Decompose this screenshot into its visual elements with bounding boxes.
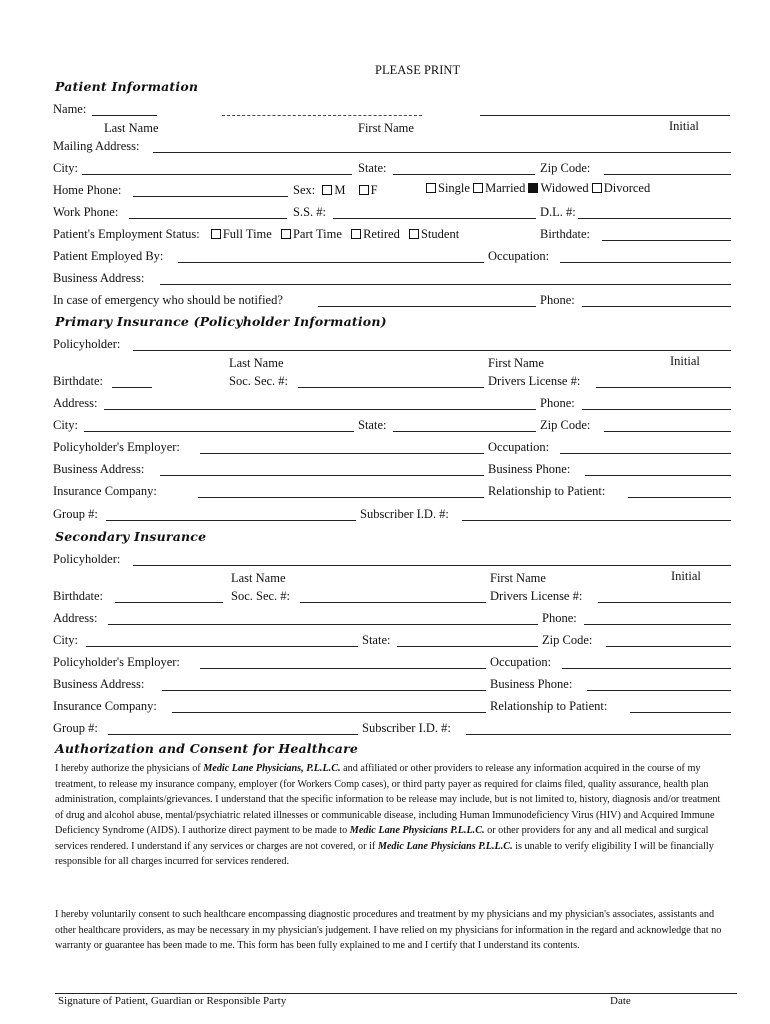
primary-relationship-label: Relationship to Patient: <box>488 484 606 498</box>
primary-business-phone-label: Business Phone: <box>488 462 571 476</box>
secondary-group-field[interactable] <box>108 734 358 735</box>
primary-address-label: Address: <box>53 396 98 410</box>
emergency-label: In case of emergency who should be notified? <box>53 293 283 307</box>
primary-phone-label: Phone: <box>540 396 575 410</box>
primary-state-field[interactable] <box>393 431 536 432</box>
student-checkbox[interactable] <box>409 229 419 239</box>
ss-field[interactable] <box>333 218 536 219</box>
secondary-zip-label: Zip Code: <box>542 633 593 647</box>
primary-business-address-label: Business Address: <box>53 462 145 476</box>
primary-initial-caption: Initial <box>670 354 700 368</box>
student-label: Student <box>420 227 460 241</box>
mailing-address-field[interactable] <box>153 152 731 153</box>
secondary-group-label: Group #: <box>53 721 98 735</box>
business-address-field[interactable] <box>160 284 731 285</box>
section-patient-information: Patient Information <box>55 79 199 94</box>
practice-name: Medic Lane Physicians, P.L.L.C. <box>203 763 341 774</box>
section-authorization: Authorization and Consent for Healthcare <box>55 741 359 756</box>
business-address-label: Business Address: <box>53 271 145 285</box>
retired-label: Retired <box>363 227 400 241</box>
full-time-checkbox[interactable] <box>211 229 221 239</box>
marital-status-group <box>426 181 650 196</box>
secondary-soc-sec-label: Soc. Sec. #: <box>231 589 291 603</box>
authorization-text-3: or other providers for any and all medical and surgical services rendered. I understand if any services or charges are not covered, or if <box>55 825 709 852</box>
secondary-address-label: Address: <box>53 611 98 625</box>
secondary-relationship-label: Relationship to Patient: <box>490 699 608 713</box>
secondary-business-phone-field[interactable] <box>587 690 731 691</box>
retired-checkbox[interactable] <box>351 229 361 239</box>
birthdate-label: Birthdate: <box>540 227 590 241</box>
primary-business-address-field[interactable] <box>160 475 484 476</box>
occupation-field[interactable] <box>560 262 731 263</box>
emergency-phone-field[interactable] <box>582 306 731 307</box>
state-field[interactable] <box>393 174 535 175</box>
city-label: City: <box>53 161 79 175</box>
primary-business-phone-field[interactable] <box>585 475 731 476</box>
secondary-subscriber-field[interactable] <box>466 734 731 735</box>
part-time-checkbox[interactable] <box>281 229 291 239</box>
signature-caption: Signature of Patient, Guardian or Responsible Party <box>58 995 287 1007</box>
primary-group-label: Group #: <box>53 507 98 521</box>
occupation-label: Occupation: <box>488 249 550 263</box>
secondary-employer-label: Policyholder's Employer: <box>53 655 180 669</box>
secondary-insurance-company-field[interactable] <box>172 712 486 713</box>
home-phone-field[interactable] <box>133 196 288 197</box>
first-name-caption: First Name <box>358 121 414 135</box>
male-checkbox[interactable] <box>322 185 332 195</box>
zip-label: Zip Code: <box>540 161 591 175</box>
primary-policyholder-field[interactable] <box>133 350 731 351</box>
widowed-label: Widowed <box>540 181 589 195</box>
last-name-caption: Last Name <box>104 121 159 135</box>
female-checkbox[interactable] <box>359 185 369 195</box>
single-checkbox[interactable] <box>426 183 436 193</box>
primary-soc-sec-field[interactable] <box>298 387 484 388</box>
emergency-phone-label: Phone: <box>540 293 575 307</box>
primary-zip-field[interactable] <box>604 431 731 432</box>
secondary-business-address-field[interactable] <box>162 690 486 691</box>
secondary-policyholder-label: Policyholder: <box>53 552 121 566</box>
secondary-business-address-label: Business Address: <box>53 677 145 691</box>
signature-line[interactable] <box>55 993 737 994</box>
primary-occupation-label: Occupation: <box>488 440 550 454</box>
ss-label: S.S. #: <box>293 205 327 219</box>
divorced-label: Divorced <box>603 181 651 195</box>
secondary-first-name-caption: First Name <box>490 571 546 585</box>
work-phone-field[interactable] <box>129 218 287 219</box>
consent-paragraph: I hereby voluntarily consent to such healthcare encompassing diagnostic procedures and treatment by my physicians and my physician's associates, assistants and other healthcare providers, as may be necessary in my physician's judgement. I have relied on my physicians for information in the regard and acknowledge that no warranty or guarantee has been made to me. This form has been fully explained to me and I certify that I understand its contents. <box>55 909 722 951</box>
practice-name-2: Medic Lane Physicians P.L.L.C. <box>349 825 485 836</box>
secondary-business-phone-label: Business Phone: <box>490 677 573 691</box>
primary-state-label: State: <box>358 418 387 432</box>
secondary-phone-label: Phone: <box>542 611 577 625</box>
secondary-state-label: State: <box>362 633 391 647</box>
primary-group-field[interactable] <box>106 520 356 521</box>
state-label: State: <box>358 161 387 175</box>
dl-field[interactable] <box>578 218 731 219</box>
home-phone-label: Home Phone: <box>53 183 122 197</box>
authorization-text-1: I hereby authorize the physicians of <box>55 763 204 774</box>
part-time-label: Part Time <box>292 227 342 241</box>
secondary-insurance-company-label: Insurance Company: <box>53 699 157 713</box>
primary-employer-label: Policyholder's Employer: <box>53 440 180 454</box>
married-label: Married <box>485 181 526 195</box>
primary-phone-field[interactable] <box>582 409 731 410</box>
single-label: Single <box>438 181 470 195</box>
last-name-field[interactable] <box>92 115 157 116</box>
city-field[interactable] <box>82 174 352 175</box>
secondary-initial-caption: Initial <box>671 569 701 583</box>
primary-address-field[interactable] <box>104 409 536 410</box>
secondary-drivers-field[interactable] <box>598 602 731 603</box>
secondary-occupation-field[interactable] <box>562 668 731 669</box>
primary-soc-sec-label: Soc. Sec. #: <box>229 374 289 388</box>
primary-drivers-label: Drivers License #: <box>488 374 581 388</box>
work-phone-label: Work Phone: <box>53 205 119 219</box>
page-title: PLEASE PRINT <box>375 63 461 77</box>
initial-caption: Initial <box>669 119 699 133</box>
secondary-relationship-field[interactable] <box>630 712 731 713</box>
secondary-city-label: City: <box>53 633 79 647</box>
birthdate-field[interactable] <box>602 240 731 241</box>
authorization-paragraph <box>55 761 725 870</box>
married-checkbox[interactable] <box>473 183 483 193</box>
secondary-birthdate-field[interactable] <box>115 602 223 603</box>
initial-field[interactable] <box>480 115 730 116</box>
secondary-state-field[interactable] <box>397 646 538 647</box>
section-primary-insurance: Primary Insurance (Policyholder Information) <box>55 314 387 329</box>
zip-field[interactable] <box>604 174 731 175</box>
primary-insurance-company-label: Insurance Company: <box>53 484 157 498</box>
mailing-address-label: Mailing Address: <box>53 139 140 153</box>
secondary-last-name-caption: Last Name <box>231 571 286 585</box>
primary-employer-field[interactable] <box>200 453 484 454</box>
secondary-subscriber-label: Subscriber I.D. #: <box>362 721 451 735</box>
primary-last-name-caption: Last Name <box>229 356 284 370</box>
primary-drivers-field[interactable] <box>596 387 731 388</box>
name-label: Name: <box>53 102 87 116</box>
male-label: M <box>334 183 346 197</box>
secondary-birthdate-label: Birthdate: <box>53 589 103 603</box>
widowed-checkbox[interactable] <box>528 183 538 193</box>
practice-name-3: Medic Lane Physicians P.L.L.C. <box>377 840 513 852</box>
secondary-occupation-label: Occupation: <box>490 655 552 669</box>
female-label: F <box>370 183 378 197</box>
employment-status-label: Patient's Employment Status: <box>53 227 200 241</box>
primary-subscriber-field[interactable] <box>462 520 731 521</box>
authorization-text-4: is unable to verify eligibility I will be financially responsible for all charges incurred for services rendered. <box>55 840 714 867</box>
primary-city-label: City: <box>53 418 79 432</box>
secondary-zip-field[interactable] <box>606 646 731 647</box>
primary-occupation-field[interactable] <box>560 453 731 454</box>
primary-zip-label: Zip Code: <box>540 418 591 432</box>
authorization-text-2: and affiliated or other providers to release any information acquired in the course of my treatment, to release my insurance company, employer (for Workers Comp cases), or third party payer as required for claims filed, quality assurance, health plan administration, complaints/grievances. I understand that the specific information to be release may include, but is not limited to, history, diagnosis and/or treatment of drug and alcohol abuse, mental/psychiatric related illnesses or communicable disease, including Human Immunodeficiency Virus (HIV) and Acquired Immune Deficiency Syndrome (AIDS). I authorize direct payment to be made to <box>55 763 721 836</box>
full-time-label: Full Time <box>222 227 272 241</box>
primary-birthdate-field[interactable] <box>112 387 152 388</box>
employment-status-group <box>53 227 459 242</box>
secondary-city-field[interactable] <box>86 646 358 647</box>
primary-insurance-company-field[interactable] <box>198 497 484 498</box>
sex-label <box>293 183 378 198</box>
secondary-employer-field[interactable] <box>200 668 486 669</box>
secondary-phone-field[interactable] <box>584 624 731 625</box>
secondary-drivers-label: Drivers License #: <box>490 589 583 603</box>
employed-by-field[interactable] <box>178 262 484 263</box>
secondary-address-field[interactable] <box>108 624 538 625</box>
secondary-policyholder-field[interactable] <box>133 565 731 566</box>
first-name-field[interactable] <box>222 115 422 116</box>
sex-label-text: Sex: <box>293 183 316 197</box>
divorced-checkbox[interactable] <box>592 183 602 193</box>
section-secondary-insurance: Secondary Insurance <box>55 529 207 544</box>
emergency-field[interactable] <box>318 306 536 307</box>
secondary-soc-sec-field[interactable] <box>300 602 486 603</box>
primary-city-field[interactable] <box>84 431 354 432</box>
primary-first-name-caption: First Name <box>488 356 544 370</box>
employed-by-label: Patient Employed By: <box>53 249 164 263</box>
primary-relationship-field[interactable] <box>628 497 731 498</box>
primary-birthdate-label: Birthdate: <box>53 374 103 388</box>
dl-label: D.L. #: <box>540 205 576 219</box>
date-caption: Date <box>610 995 631 1007</box>
primary-policyholder-label: Policyholder: <box>53 337 121 351</box>
primary-subscriber-label: Subscriber I.D. #: <box>360 507 449 521</box>
